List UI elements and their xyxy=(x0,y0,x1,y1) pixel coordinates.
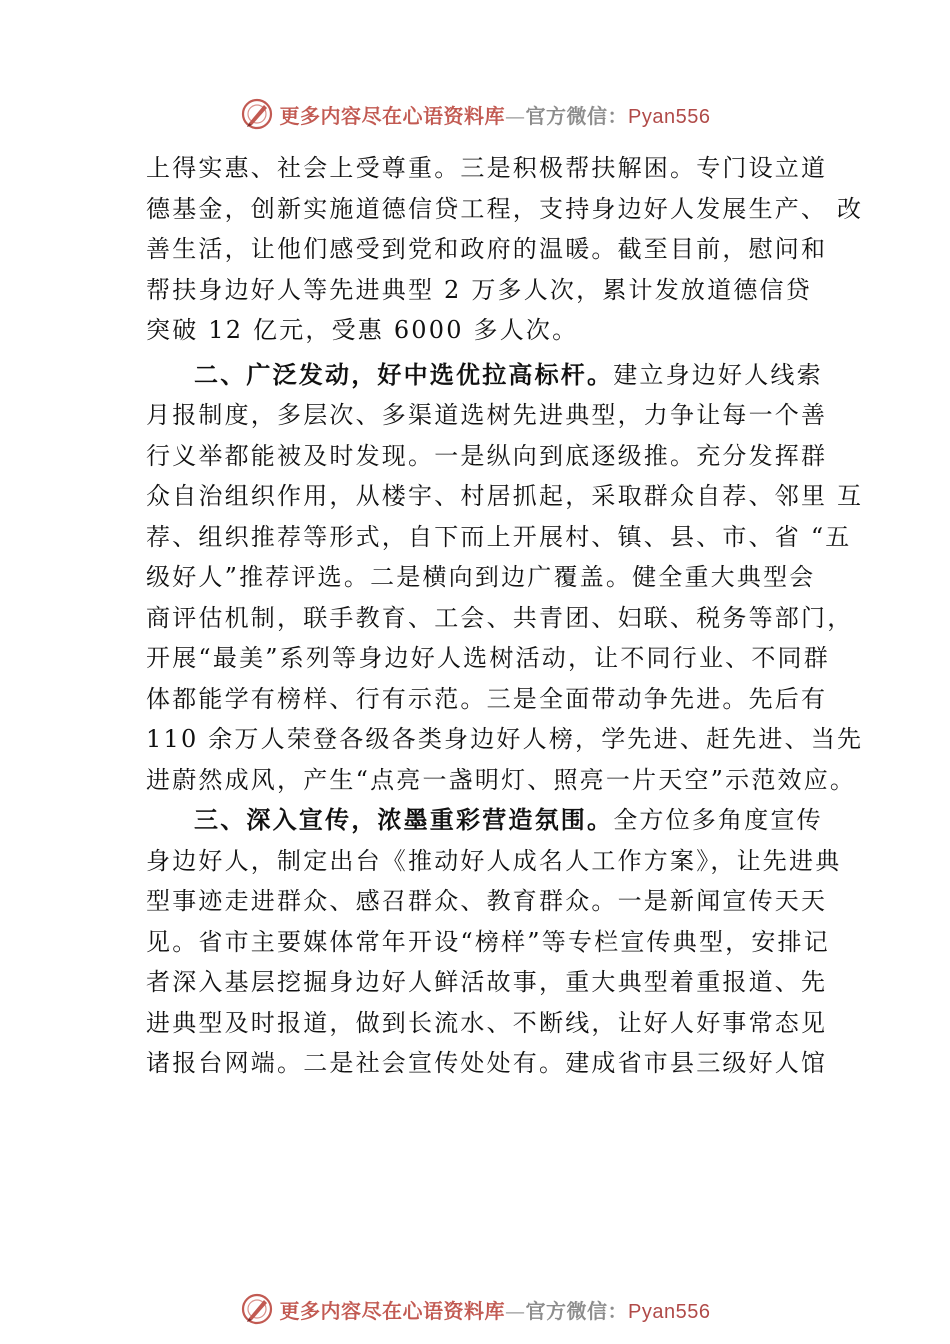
document-body xyxy=(146,148,864,1084)
section-heading-2: 二、广泛发动，好中选优拉高标杆。 xyxy=(194,359,614,389)
text-line: 进蔚然成风，产生“点亮一盏明灯、照亮一片天空”示范效应。 xyxy=(146,765,857,794)
banner-wechat-id: Pyan556 xyxy=(628,1300,711,1323)
paragraph-2 xyxy=(146,355,864,801)
pen-seal-logo-icon xyxy=(240,1292,274,1326)
text-line: 德基金，创新实施道德信贷工程，支持身边好人发展生产、 改 xyxy=(146,194,864,223)
banner-wechat-id: Pyan556 xyxy=(628,105,711,128)
banner-wechat-label: 官方微信： xyxy=(525,103,629,128)
text-line: 见。省市主要媒体常年开设“榜样”等专栏宣传典型，安排记 xyxy=(146,927,830,956)
text-line: 突破 12 亿元，受惠 6000 多人次。 xyxy=(146,316,579,344)
text-line: 善生活，让他们感受到党和政府的温暖。截至目前，慰问和 xyxy=(146,235,828,263)
text-line: 众自治组织作用，从楼宇、村居抓起，采取群众自荐、邻里 互 xyxy=(146,482,864,510)
text-line xyxy=(146,800,826,841)
text-line: 进典型及时报道，做到长流水、不断线，让好人好事常态见 xyxy=(146,1008,828,1037)
banner-dash: — xyxy=(505,1298,526,1323)
text-line: 开展“最美”系列等身边好人选树活动，让不同行业、不同群 xyxy=(146,644,830,672)
paragraph-3 xyxy=(146,800,842,1084)
section-heading-3: 三、深入宣传，浓墨重彩营造氛围。 xyxy=(194,805,614,834)
text-line: 110 余万人荣登各级各类身边好人榜，学先进、赶先进、当先 xyxy=(146,725,864,753)
text-line: 月报制度，多层次、多渠道选树先进典型，力争让每一个善 xyxy=(146,401,828,429)
text-line xyxy=(146,355,826,396)
text-line: 诸报台网端。二是社会宣传处处有。建成省市县三级好人馆 xyxy=(146,1049,828,1077)
banner-wechat-label: 官方微信： xyxy=(525,1298,629,1323)
text-line: 身边好人，制定出台《推动好人成名人工作方案》，让先进典 xyxy=(146,846,842,875)
banner-main-text: 更多内容尽在心语资料库 xyxy=(279,103,506,128)
text-line: 者深入基层挖掘身边好人鲜活故事，重大典型着重报道、先 xyxy=(146,968,828,996)
banner-text xyxy=(280,100,711,129)
text-line: 商评估机制，联手教育、工会、共青团、妇联、税务等部门， xyxy=(146,603,854,632)
pen-seal-logo-icon xyxy=(240,97,274,131)
text-line: 行义举都能被及时发现。一是纵向到底逐级推。充分发挥群 xyxy=(146,441,828,470)
banner-dash: — xyxy=(505,103,526,128)
footer-banner xyxy=(0,1289,950,1329)
text-line: 帮扶身边好人等先进典型 2 万多人次，累计发放道德信贷 xyxy=(146,275,812,304)
text-line: 荐、组织推荐等形式，自下而上开展村、镇、县、市、省 “五 xyxy=(146,522,852,551)
header-banner xyxy=(0,94,950,134)
text-line-rest: 建立身边好人线索 xyxy=(613,360,823,389)
text-line: 体都能学有榜样、行有示范。三是全面带动争先进。先后有 xyxy=(146,684,828,713)
banner-main-text: 更多内容尽在心语资料库 xyxy=(279,1298,506,1323)
text-line: 级好人”推荐评选。二是横向到边广覆盖。健全重大典型会 xyxy=(146,563,816,591)
text-line-rest: 全方位多角度宣传 xyxy=(613,806,823,834)
paragraph-1 xyxy=(146,148,864,351)
text-line: 上得实惠、社会上受尊重。三是积极帮扶解困。专门设立道 xyxy=(146,154,828,182)
banner-text xyxy=(280,1295,711,1324)
text-line: 型事迹走进群众、感召群众、教育群众。一是新闻宣传天天 xyxy=(146,887,828,915)
